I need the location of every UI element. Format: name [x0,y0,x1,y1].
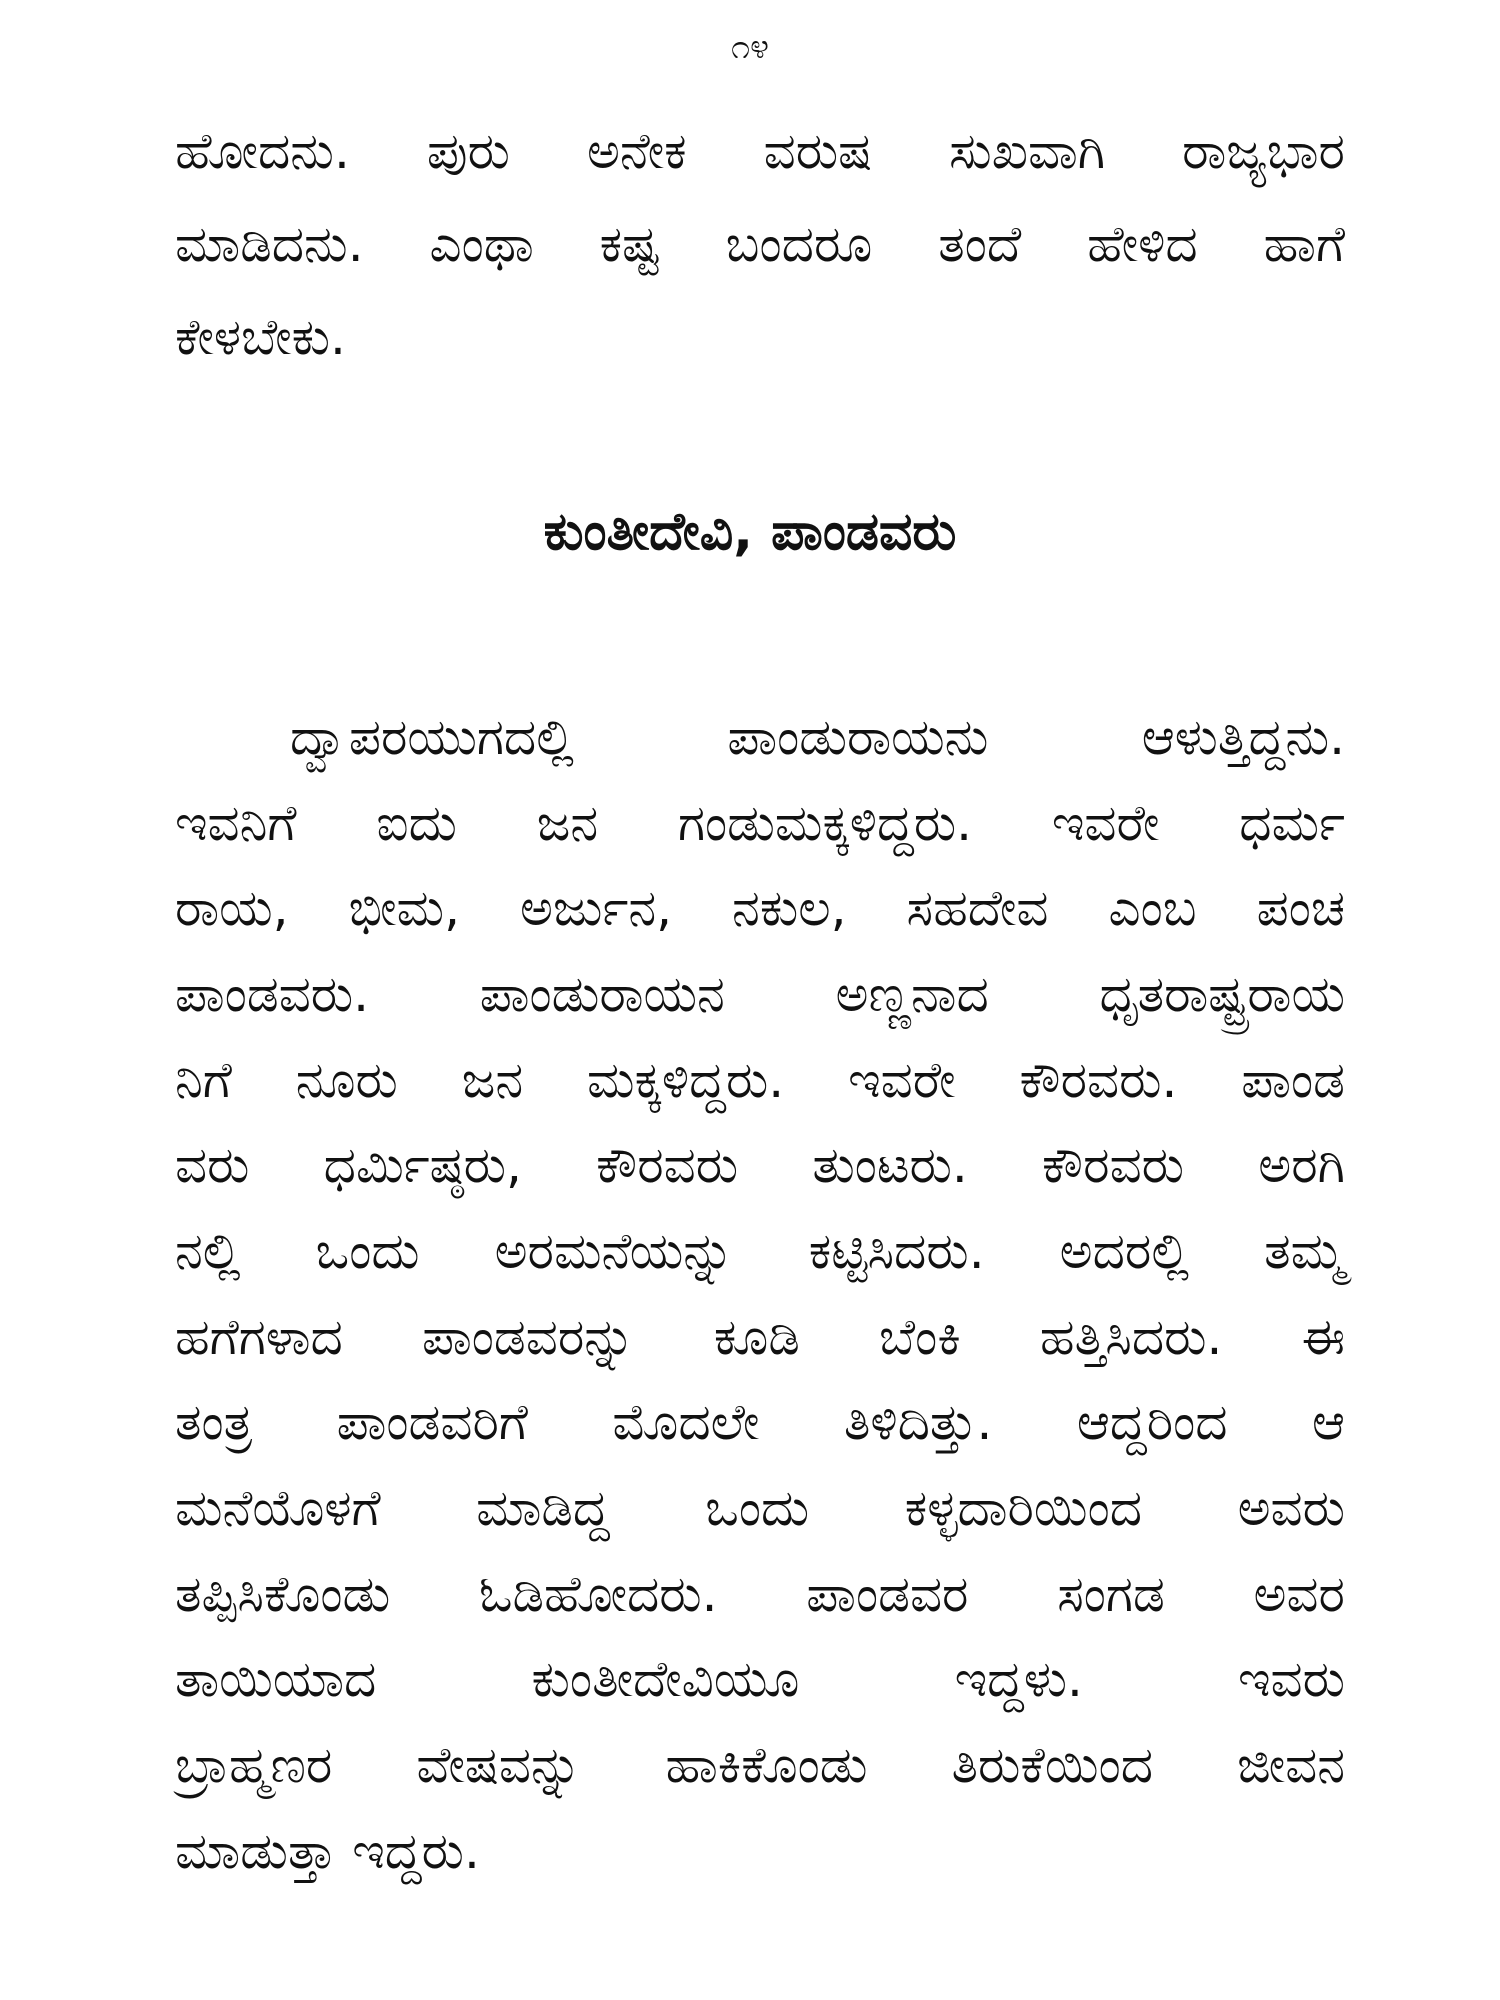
paragraph-line: ಮಾಡಿದನು. ಎಂಥಾ ಕಷ್ಟ ಬಂದರೂ ತಂದೆ ಹೇಳಿದ ಹಾಗೆ [175,215,1345,273]
paragraph-line: ರಾಯ, ಭೀಮ, ಅರ್ಜುನ, ನಕುಲ, ಸಹದೇವ ಎಂಬ ಪಂಚ [175,879,1345,937]
paragraph-line: ನಲ್ಲಿ ಒಂದು ಅರಮನೆಯನ್ನು ಕಟ್ಟಿಸಿದರು. ಅದರಲ್ಲಿ ತಮ್ಮ [175,1222,1345,1280]
paragraph-line: ತಪ್ಪಿಸಿಕೊಂಡು ಓಡಿಹೋದರು. ಪಾಂಡವರ ಸಂಗಡ ಅವರ [175,1565,1345,1623]
paragraph-line: ತಾಯಿಯಾದ ಕುಂತೀದೇವಿಯೂ ಇದ್ದಳು. ಇವರು [175,1650,1345,1708]
paragraph-line: ಕೇಳಬೇಕು. [175,308,346,366]
paragraph-line: ವರು ಧರ್ಮಿಷ್ಠರು, ಕೌರವರು ತುಂಟರು. ಕೌರವರು ಅರಗಿ [175,1136,1345,1194]
section-heading: ಕುಂತೀದೇವಿ, ಪಾಂಡವರು [543,502,957,562]
paragraph-line: ತಂತ್ರ ಪಾಂಡವರಿಗೆ ಮೊದಲೇ ತಿಳಿದಿತ್ತು. ಆದ್ದರಿಂದ ಆ [175,1393,1345,1451]
paragraph-line: ಬ್ರಾಹ್ಮಣರ ವೇಷವನ್ನು ಹಾಕಿಕೊಂಡು ತಿರುಕೆಯಿಂದ ಜೀವನ [175,1736,1345,1794]
paragraph-line: ದ್ವಾಪರಯುಗದಲ್ಲಿ ಪಾಂಡುರಾಯನು ಆಳುತ್ತಿದ್ದನು. [290,708,1345,766]
paragraph-line: ಹೋದನು. ಪುರು ಅನೇಕ ವರುಷ ಸುಖವಾಗಿ ರಾಜ್ಯಭಾರ [175,122,1345,180]
page-number: ೧೪ [730,27,770,67]
paragraph-line: ನಿಗೆ ನೂರು ಜನ ಮಕ್ಕಳಿದ್ದರು. ಇವರೇ ಕೌರವರು. ಪಾಂಡ [175,1051,1345,1109]
paragraph-line: ಹಗೆಗಳಾದ ಪಾಂಡವರನ್ನು ಕೂಡಿ ಬೆಂಕಿ ಹತ್ತಿಸಿದರು. ಈ [175,1308,1345,1366]
paragraph-line: ಇವನಿಗೆ ಐದು ಜನ ಗಂಡುಮಕ್ಕಳಿದ್ದರು. ಇವರೇ ಧರ್ಮ [175,794,1345,852]
paragraph-line: ಪಾಂಡವರು. ಪಾಂಡುರಾಯನ ಅಣ್ಣನಾದ ಧೃತರಾಷ್ಟ್ರರಾಯ [175,965,1345,1023]
paragraph-line: ಮಾಡುತ್ತಾ ಇದ್ದರು. [175,1822,480,1880]
paragraph-line: ಮನೆಯೊಳಗೆ ಮಾಡಿದ್ದ ಒಂದು ಕಳ್ಳದಾರಿಯಿಂದ ಅವರು [175,1479,1345,1537]
